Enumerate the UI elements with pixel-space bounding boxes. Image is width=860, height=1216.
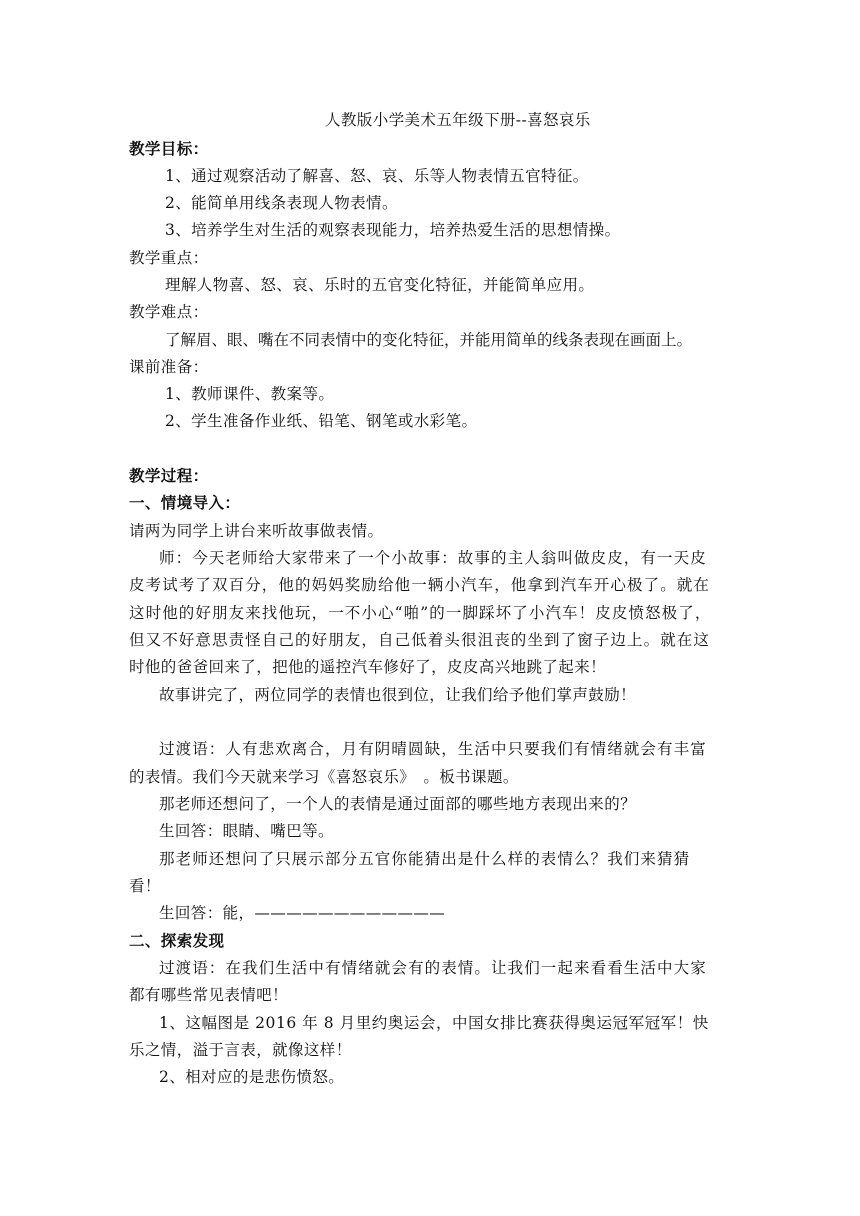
answer-2: 生回答：能，———————————— xyxy=(159,904,446,922)
goals-heading: 教学目标： xyxy=(129,139,209,158)
example-1-line: 1、这幅图是 2016 年 8 月里约奥运会，中国女排比赛获得奥运冠军冠军！快 xyxy=(159,1014,709,1032)
goal-item: 2、能简单用线条表现人物表情。 xyxy=(165,194,398,212)
explore-line: 过渡语：在我们生活中有情绪就会有的表情。让我们一起来看看生活中大家 xyxy=(159,959,707,977)
document-title: 人教版小学美术五年级下册--喜怒哀乐 xyxy=(325,111,591,129)
story-end: 故事讲完了，两位同学的表情也很到位，让我们给予他们掌声鼓励！ xyxy=(159,686,637,704)
prep-item: 1、教师课件、教案等。 xyxy=(165,385,335,403)
question-2-line: 看！ xyxy=(129,877,161,895)
question-2-line: 那老师还想问了只展示部分五官你能猜出是什么样的表情么？我们来猜猜 xyxy=(159,850,691,868)
intro-line: 请两为同学上讲台来听故事做表情。 xyxy=(129,522,384,540)
story-line: 师：今天老师给大家带来了一个小故事：故事的主人翁叫做皮皮，有一天皮 xyxy=(159,549,707,567)
goal-item: 1、通过观察活动了解喜、怒、哀、乐等人物表情五官特征。 xyxy=(165,167,589,185)
transition-line: 的表情。我们今天就来学习《喜怒哀乐》 。板书课题。 xyxy=(129,768,519,786)
key-text: 理解人物喜、怒、哀、乐时的五官变化特征，并能简单应用。 xyxy=(165,276,595,294)
prep-item: 2、学生准备作业纸、铅笔、钢笔或水彩笔。 xyxy=(165,412,478,430)
section1-heading: 一、情境导入： xyxy=(129,493,241,512)
answer-1: 生回答：眼睛、嘴巴等。 xyxy=(159,822,334,840)
example-2: 2、相对应的是悲伤愤怒。 xyxy=(159,1068,345,1086)
example-1-line: 乐之情，溢于言表，就像这样！ xyxy=(129,1041,352,1059)
story-line: 但又不好意思责怪自己的好朋友，自己低着头很沮丧的坐到了窗子边上。就在这 xyxy=(129,631,711,649)
goal-item: 3、培养学生对生活的观察表现能力，培养热爱生活的思想情操。 xyxy=(165,221,621,239)
question-1: 那老师还想问了，一个人的表情是通过面部的哪些地方表现出来的？ xyxy=(159,795,637,813)
section2-heading: 二、探索发现 xyxy=(129,931,225,950)
difficulty-text: 了解眉、眼、嘴在不同表情中的变化特征，并能用简单的线条表现在画面上。 xyxy=(165,331,693,349)
story-line: 皮考试考了双百分，他的妈妈奖励给他一辆小汽车，他拿到汽车开心极了。就在 xyxy=(129,576,711,594)
prep-heading: 课前准备： xyxy=(129,358,209,376)
story-line: 时他的爸爸回来了，把他的遥控汽车修好了，皮皮高兴地跳了起来！ xyxy=(129,658,607,676)
story-line: 这时他的好朋友来找他玩，一不小心“啪”的一脚踩坏了小汽车！皮皮愤怒极了， xyxy=(129,604,712,622)
explore-line: 都有哪些常见表情吧！ xyxy=(129,986,289,1004)
key-heading: 教学重点： xyxy=(129,249,209,267)
process-heading: 教学过程： xyxy=(129,466,209,485)
transition-line: 过渡语：人有悲欢离合，月有阴晴圆缺，生活中只要我们有情绪就会有丰富 xyxy=(159,740,707,758)
difficulty-heading: 教学难点： xyxy=(129,303,209,321)
